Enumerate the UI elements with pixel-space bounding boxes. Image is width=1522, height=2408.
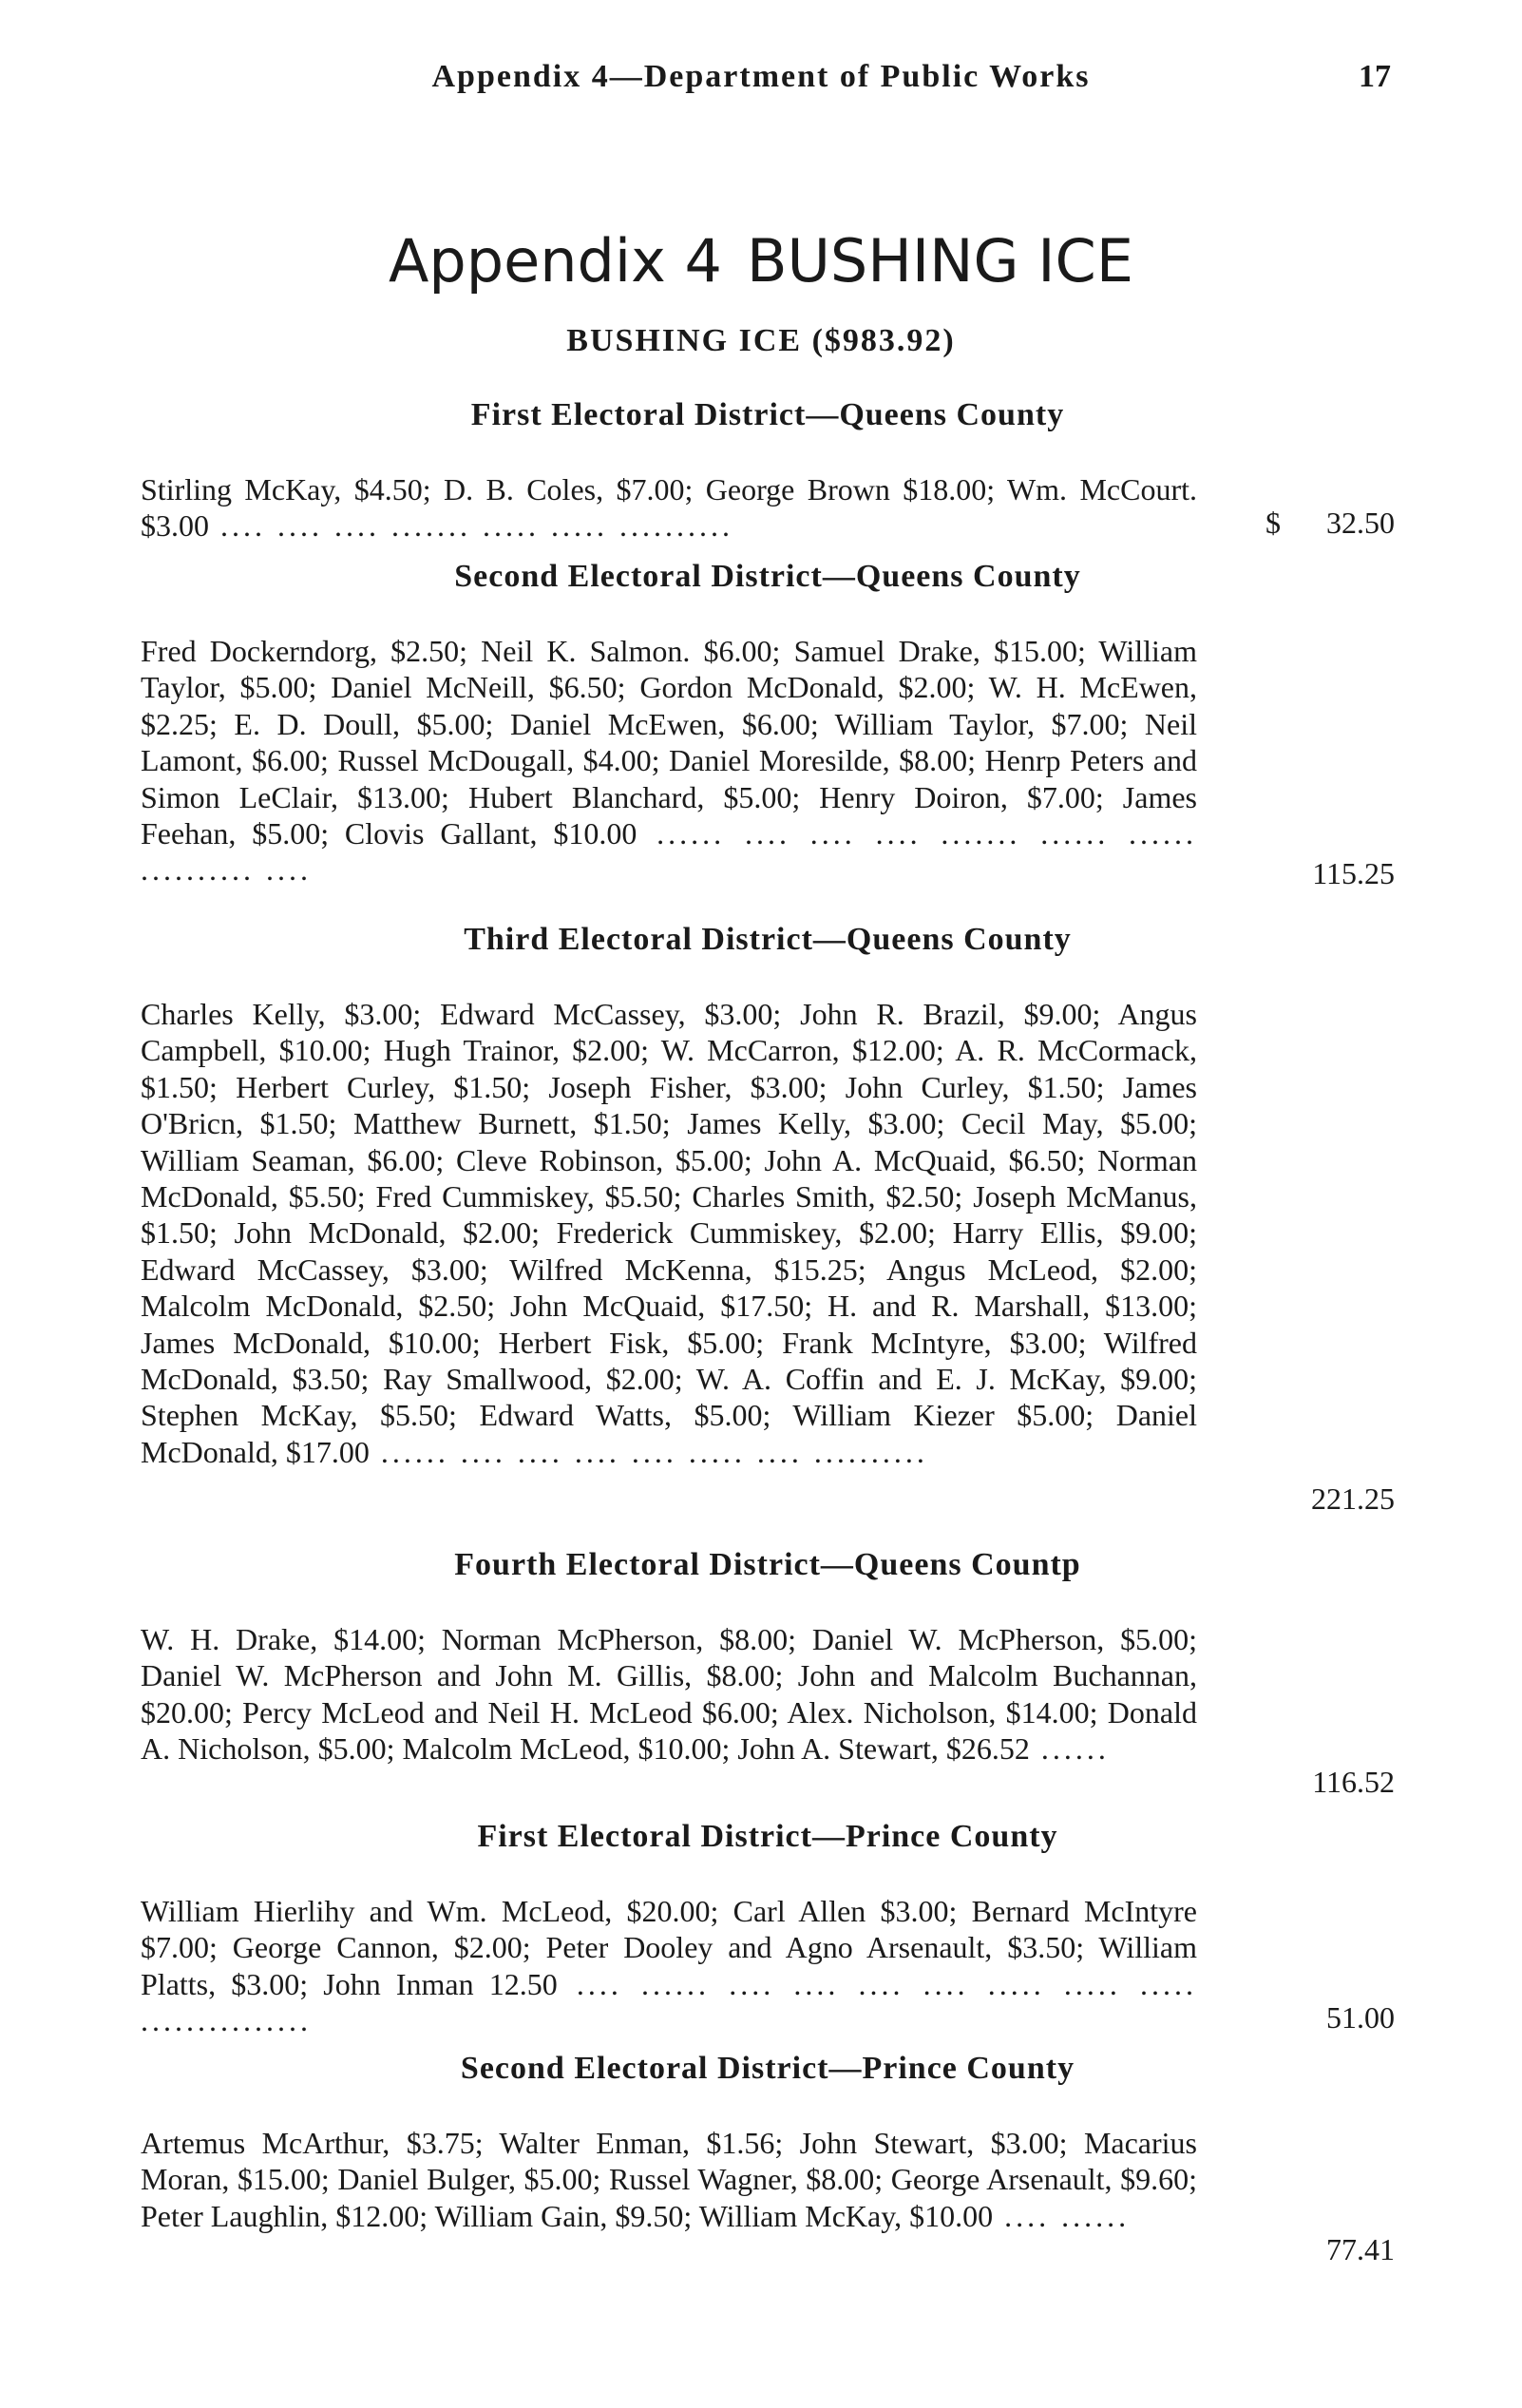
section-total [1326, 2231, 1395, 2267]
dot-leader: .... ...... .... .... .... .... ..... ..... ..... ............... [141, 1966, 1198, 2038]
section-heading: First Electoral District—Prince County [477, 1819, 1058, 1854]
section-text: Stirling McKay, $4.50; D. B. Coles, $7.00; George Brown $18.00; Wm. McCourt. $3.00 [141, 472, 1197, 544]
section-second-district-prince [141, 2051, 1395, 2266]
total-amount: 32.50 [1326, 506, 1395, 540]
section-heading: Fourth Electoral District—Queens Countp [454, 1547, 1081, 1582]
running-head: Appendix 4—Department of Public Works [431, 59, 1091, 94]
section-text: W. H. Drake, $14.00; Norman McPherson, $8.00; Daniel W. McPherson, $5.00; Daniel W. McPherson and John M. Gillis, $8.00; John and Malcolm Buchannan, $20.00; Percy McLeod and Neil H. McLeod $6.00; Alex. Nicholson, $14.00; Donald A. Nicholson, $5.00; Malcolm McLeod, $10.00; John A. Stewart, $26.52 [141, 1622, 1197, 1767]
dot-leader: ...... .... .... .... .... ..... .... .......... [369, 1434, 928, 1469]
total-amount: 77.41 [1326, 2232, 1395, 2266]
section-body [141, 471, 1197, 545]
total-amount: 51.00 [1326, 2000, 1395, 2035]
section-heading: Third Electoral District—Queens County [464, 922, 1072, 957]
subtitle: BUSHING ICE ($983.92) [566, 323, 956, 358]
dot-leader: ...... [1029, 1731, 1110, 1767]
section-total [1265, 505, 1395, 541]
section-third-district-queens [141, 922, 1395, 1516]
total-amount: 116.52 [1312, 1765, 1395, 1799]
section-heading: Second Electoral District—Queens County [454, 559, 1081, 594]
section-body [141, 1893, 1197, 2039]
title-name: BUSHING ICE [746, 226, 1134, 296]
section-text: Charles Kelly, $3.00; Edward McCassey, $3.00; John R. Brazil, $9.00; Angus Campbell, $10.00; Hugh Trainor, $2.00; W. McCarron, $12.00; A. R. McCormack, $1.50; Herbert Curley, $1.50; Joseph Fisher, $3.00; John Curley, $1.50; James O'Bricn, $1.50; Matthew Burnett, $1.50; James Kelly, $3.00; Cecil May, $5.00; William Seaman, $6.00; Cleve Robinson, $5.00; John A. McQuaid, $6.50; Norman McDonald, $5.50; Fred Cummiskey, $5.50; Charles Smith, $2.50; Joseph McManus, $1.50; John McDonald, $2.00; Frederick Cummiskey, $2.00; Harry Ellis, $9.00; Edward McCassey, $3.00; Wilfred McKenna, $15.25; Angus McLeod, $2.00; Malcolm McDonald, $2.50; John McQuaid, $17.50; H. and R. Marshall, $13.00; James McDonald, $10.00; Herbert Fisk, $5.00; Frank McIntyre, $3.00; Wilfred McDonald, $3.50; Ray Smallwood, $2.00; W. A. Coffin and E. J. McKay, $9.00; Stephen McKay, $5.50; Edward Watts, $5.00; William Kiezer $5.00; Daniel McDonald, $17.00 [141, 997, 1197, 1469]
dot-leader: ...... .... .... .... ....... ...... ...... .......... .... [141, 816, 1197, 888]
section-total [1312, 855, 1395, 891]
section-total [1311, 1481, 1395, 1517]
section-heading: First Electoral District—Queens County [470, 397, 1065, 432]
page-title [0, 226, 1522, 296]
page-number: 17 [1359, 59, 1391, 94]
section-text: Fred Dockerndorg, $2.50; Neil K. Salmon. $6.00; Samuel Drake, $15.00; William Taylor, $5.00; Daniel McNeill, $6.50; Gordon McDonald, $2.00; W. H. McEwen, $2.25; E. D. Doull, $5.00; Daniel McEwen, $6.00; William Taylor, $7.00; Neil Lamont, $6.00; Russel McDougall, $4.00; Daniel Moresilde, $8.00; Henrp Peters and Simon LeClair, $13.00; Hubert Blanchard, $5.00; Henry Doiron, $7.00; James Feehan, $5.00; Clovis Gallant, $10.00 [141, 634, 1197, 851]
section-body [141, 2125, 1197, 2234]
title-label: Appendix 4 [388, 226, 722, 296]
dot-leader: .... .... .... ....... ..... ..... .......... [209, 508, 733, 544]
section-first-district-queens [141, 397, 1395, 545]
section-text: Artemus McArthur, $3.75; Walter Enman, $1.56; John Stewart, $3.00; Macarius Moran, $15.00; Daniel Bulger, $5.00; Russel Wagner, $8.00; George Arsenault, $9.60; Peter Laughlin, $12.00; William Gain, $9.50; William McKay, $10.00 [141, 2126, 1197, 2233]
section-body [141, 1621, 1197, 1768]
section-body [141, 633, 1197, 889]
section-second-district-queens [141, 559, 1395, 889]
section-first-district-prince [141, 1819, 1395, 2039]
section-heading: Second Electoral District—Prince County [460, 2051, 1075, 2086]
section-fourth-district-queens [141, 1547, 1395, 1799]
section-text: William Hierlihy and Wm. McLeod, $20.00; Carl Allen $3.00; Bernard McIntyre $7.00; George Cannon, $2.00; Peter Dooley and Agno Arsenault, $3.50; William Platts, $3.00; John Inman 12.50 [141, 1894, 1197, 2001]
dot-leader: .... ...... [993, 2198, 1131, 2233]
section-total [1326, 1999, 1395, 2035]
total-amount: 221.25 [1311, 1481, 1395, 1516]
section-body [141, 996, 1197, 1470]
currency-symbol: $ [1265, 506, 1281, 540]
section-total [1312, 1764, 1395, 1800]
total-amount: 115.25 [1312, 856, 1395, 890]
